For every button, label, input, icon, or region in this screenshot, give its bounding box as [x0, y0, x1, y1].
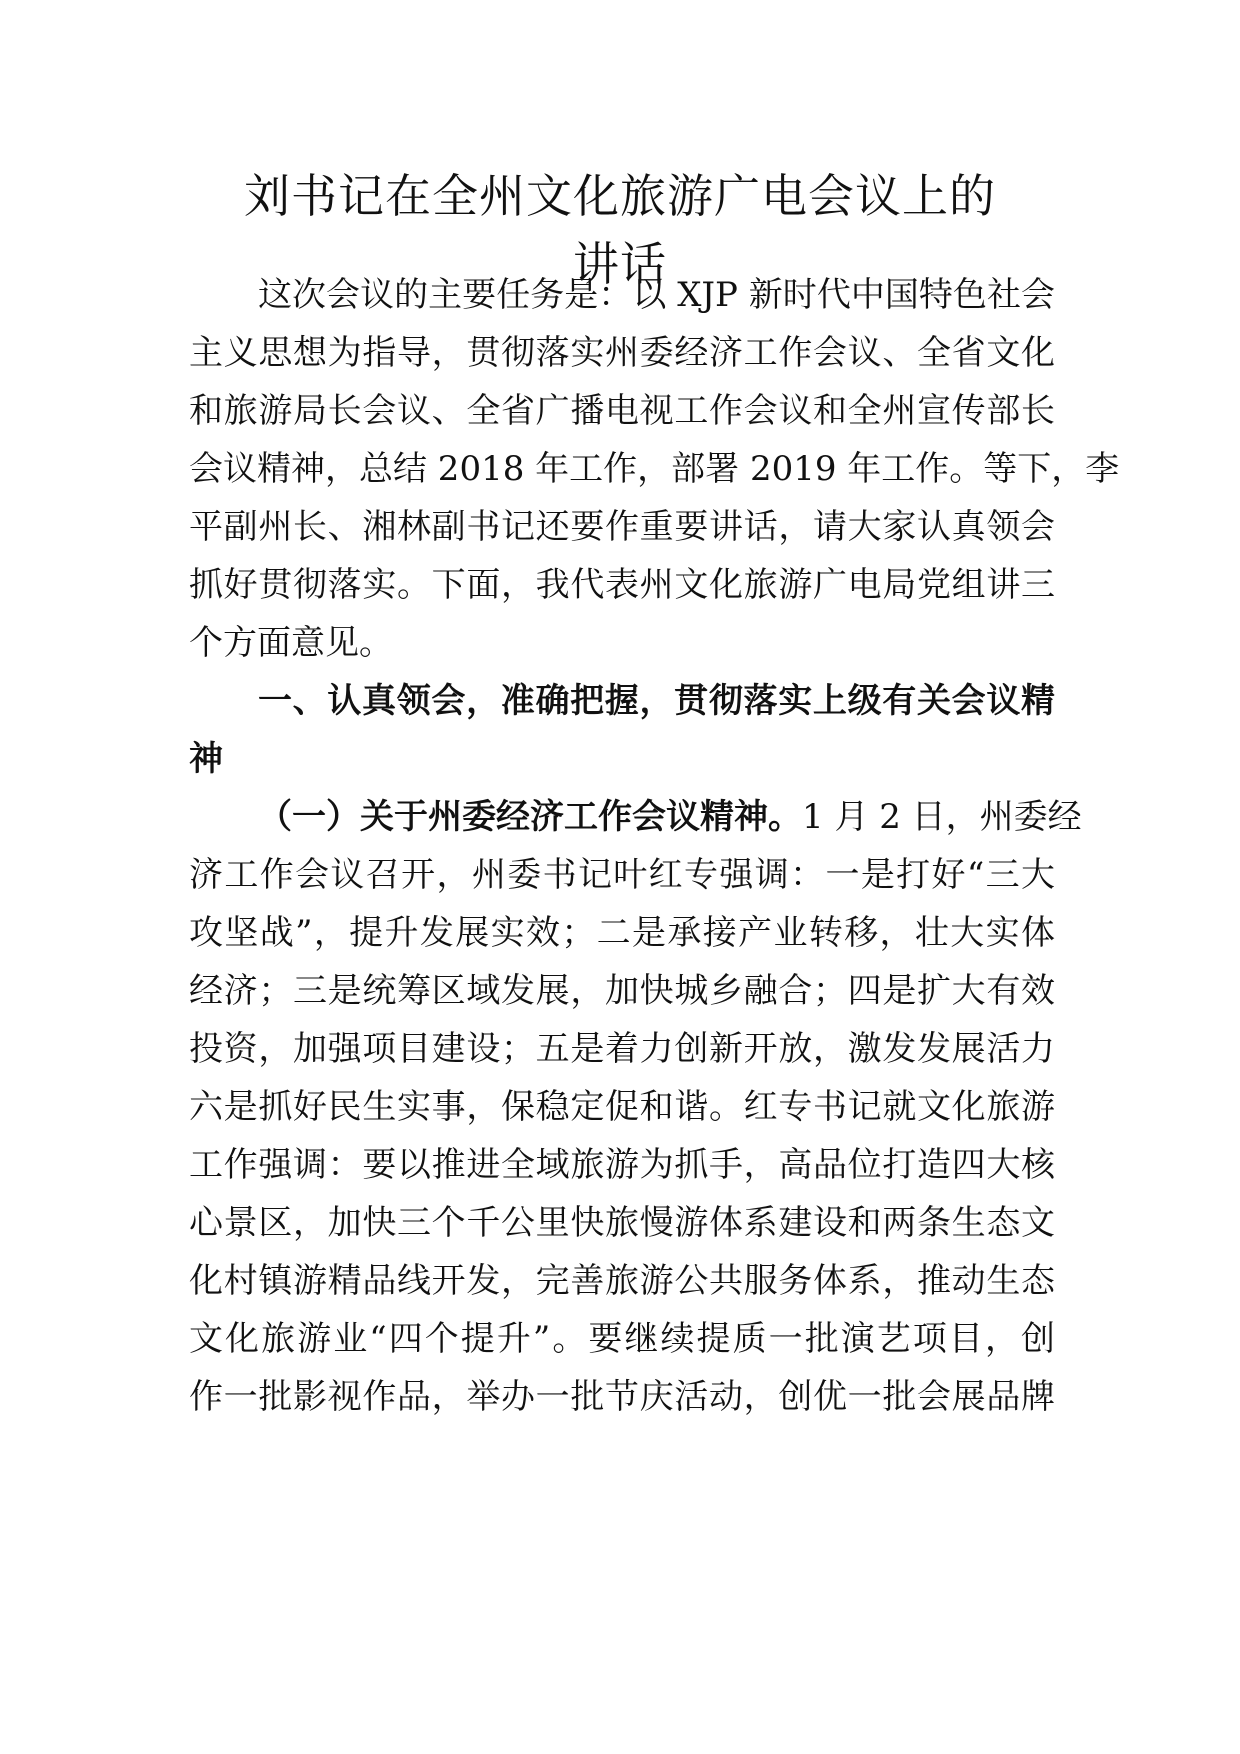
- paragraph-line: 会议精神，总结 2018 年工作，部署 2019 年工作。等下，李: [189, 449, 1120, 489]
- paragraph-line-text: 1 月 2 日，州委经: [802, 797, 1082, 837]
- paragraph-line: 攻坚战”，提升发展实效；二是承接产业转移，壮大实体: [189, 913, 1055, 953]
- paragraph-line: 心景区，加快三个千公里快旅慢游体系建设和两条生态文: [189, 1203, 1055, 1243]
- paragraph-line: 济工作会议召开，州委书记叶红专强调：一是打好“三大: [189, 855, 1055, 895]
- document-title-line-2: 讲话: [573, 237, 667, 291]
- paragraph-line: 主义思想为指导，贯彻落实州委经济工作会议、全省文化: [189, 333, 1055, 373]
- paragraph-line: 抓好贯彻落实。下面，我代表州文化旅游广电局党组讲三: [189, 565, 1055, 605]
- section-heading-line: 一、认真领会，准确把握，贯彻落实上级有关会议精: [258, 681, 1055, 721]
- document-title-line-1: 刘书记在全州文化旅游广电会议上的: [244, 169, 996, 223]
- paragraph-line: 文化旅游业“四个提升”。要继续提质一批演艺项目，创: [189, 1319, 1055, 1359]
- paragraph-line: 六是抓好民生实事，保稳定促和谐。红专书记就文化旅游: [189, 1087, 1055, 1127]
- paragraph-line: 投资，加强项目建设；五是着力创新开放，激发发展活力: [189, 1029, 1055, 1069]
- section-heading-line: 神: [189, 739, 223, 779]
- paragraph-line: 经济；三是统筹区域发展，加快城乡融合；四是扩大有效: [189, 971, 1055, 1011]
- paragraph-line: 平副州长、湘林副书记还要作重要讲话，请大家认真领会: [189, 507, 1055, 547]
- paragraph-line: 和旅游局长会议、全省广播电视工作会议和全州宣传部长: [189, 391, 1055, 431]
- paragraph-line: 工作强调：要以推进全域旅游为抓手，高品位打造四大核: [189, 1145, 1055, 1185]
- subsection-heading: （一）关于州委经济工作会议精神。: [258, 797, 802, 837]
- paragraph-line: 这次会议的主要任务是：以 XJP 新时代中国特色社会: [258, 275, 1055, 315]
- paragraph-line: 化村镇游精品线开发，完善旅游公共服务体系，推动生态: [189, 1261, 1055, 1301]
- paragraph-line-with-subheading: [258, 785, 1082, 849]
- paragraph-line: 作一批影视作品，举办一批节庆活动，创优一批会展品牌: [189, 1377, 1055, 1417]
- paragraph-line: 个方面意见。: [189, 623, 393, 663]
